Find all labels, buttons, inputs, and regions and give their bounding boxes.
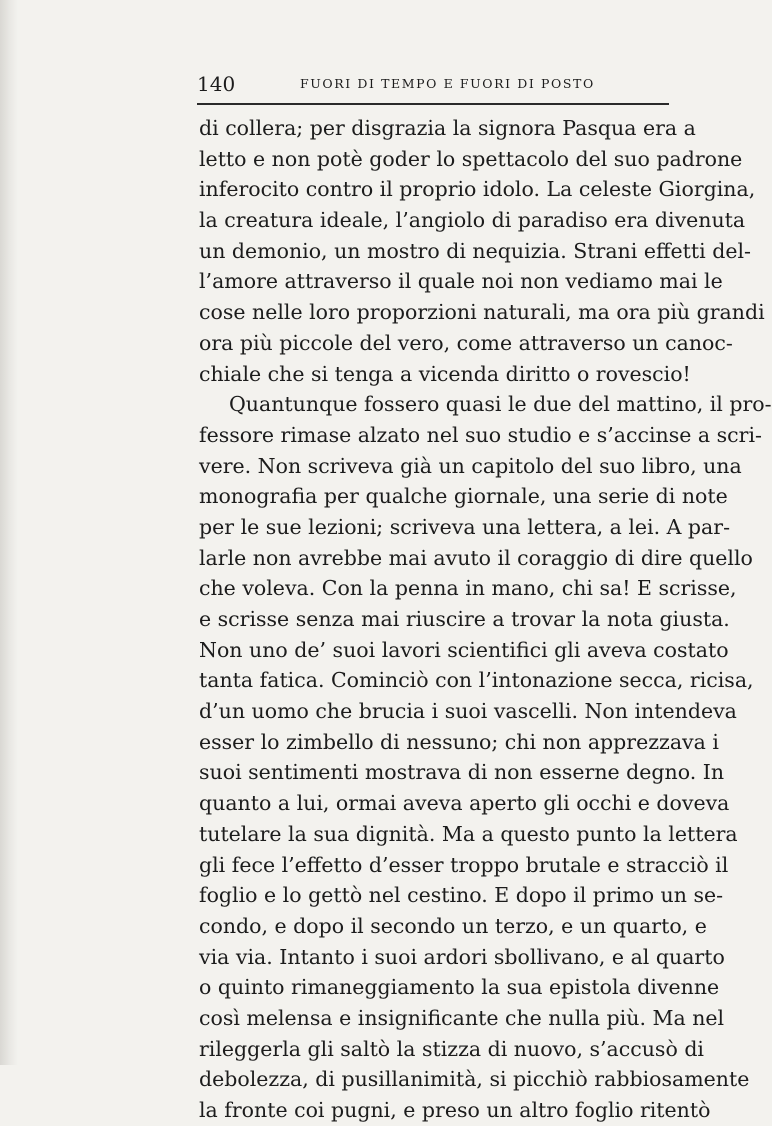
- paragraph: [199, 113, 765, 389]
- text-line: chiale che si tenga a vicenda diritto o rovescio!: [199, 361, 691, 386]
- text-line: tanta fatica. Cominciò con l’intonazione secca, ricisa,: [199, 668, 754, 693]
- text-line: via via. Intanto i suoi ardori sbollivano, e al quarto: [199, 944, 725, 969]
- text-line: inferocito contro il proprio idolo. La celeste Giorgina,: [199, 177, 756, 202]
- text-line: foglio e lo gettò nel cestino. E dopo il primo un se-: [199, 883, 724, 908]
- text-line: tutelare la sua dignità. Ma a questo punto la lettera: [199, 821, 738, 846]
- text-line: o quinto rimaneggiamento la sua epistola divenne: [199, 975, 720, 1000]
- text-line: fessore rimase alzato nel suo studio e s’accinse a scri-: [199, 422, 762, 447]
- text-line: l’amore attraverso il quale noi non vediamo mai le: [199, 269, 723, 294]
- page-header: [197, 72, 671, 96]
- text-line: monografia per qualche giornale, una serie di note: [199, 484, 728, 509]
- header-rule: [197, 103, 669, 105]
- text-line: così melensa e insignificante che nulla più. Ma nel: [199, 1005, 725, 1030]
- text-line: che voleva. Con la penna in mano, chi sa! E scrisse,: [199, 576, 737, 601]
- text-line: Quantunque fossero quasi le due del mattino, il pro-: [229, 392, 772, 417]
- text-line: rileggerla gli saltò la stizza di nuovo, s’accusò di: [199, 1036, 704, 1061]
- page-gutter-shadow: [0, 0, 18, 1065]
- text-line: debolezza, di pusillanimità, si picchiò rabbiosamente: [199, 1067, 750, 1092]
- text-line: vere. Non scriveva già un capitolo del suo libro, una: [199, 453, 742, 478]
- text-line: di collera; per disgrazia la signora Pasqua era a: [199, 116, 696, 140]
- text-line: e scrisse senza mai riuscire a trovar la nota giusta.: [199, 607, 730, 631]
- body-text: [199, 113, 772, 1126]
- text-line: esser lo zimbello di nessuno; chi non apprezzava i: [199, 729, 719, 754]
- paragraph: [199, 389, 772, 1126]
- text-line: Non uno de’ suoi lavori scientifici gli aveva costato: [199, 637, 729, 662]
- text-line: per le sue lezioni; scriveva una lettera, a lei. A par-: [199, 514, 731, 539]
- text-line: la fronte coi pugni, e preso un altro foglio ritentò: [199, 1098, 711, 1122]
- page-number: 140: [197, 72, 236, 96]
- text-line: un demonio, un mostro di nequizia. Strani effetti del-: [199, 238, 751, 263]
- text-line: condo, e dopo il secondo un terzo, e un quarto, e: [199, 913, 707, 938]
- text-line: ora più piccole del vero, come attraverso un canoc-: [199, 330, 733, 355]
- running-title: FUORI DI TEMPO E FUORI DI POSTO: [300, 76, 595, 91]
- text-line: letto e non potè goder lo spettacolo del suo padrone: [199, 146, 743, 171]
- text-line: la creatura ideale, l’angiolo di paradiso era divenuta: [199, 208, 746, 233]
- text-line: quanto a lui, ormai aveva aperto gli occhi e doveva: [199, 791, 730, 816]
- text-line: gli fece l’effetto d’esser troppo brutale e stracciò il: [199, 852, 729, 877]
- text-line: cose nelle loro proporzioni naturali, ma ora più grandi: [199, 300, 765, 325]
- text-line: suoi sentimenti mostrava di non esserne degno. In: [199, 760, 725, 785]
- text-line: d’un uomo che brucia i suoi vascelli. Non intendeva: [199, 699, 737, 724]
- text-line: larle non avrebbe mai avuto il coraggio di dire quello: [199, 545, 753, 570]
